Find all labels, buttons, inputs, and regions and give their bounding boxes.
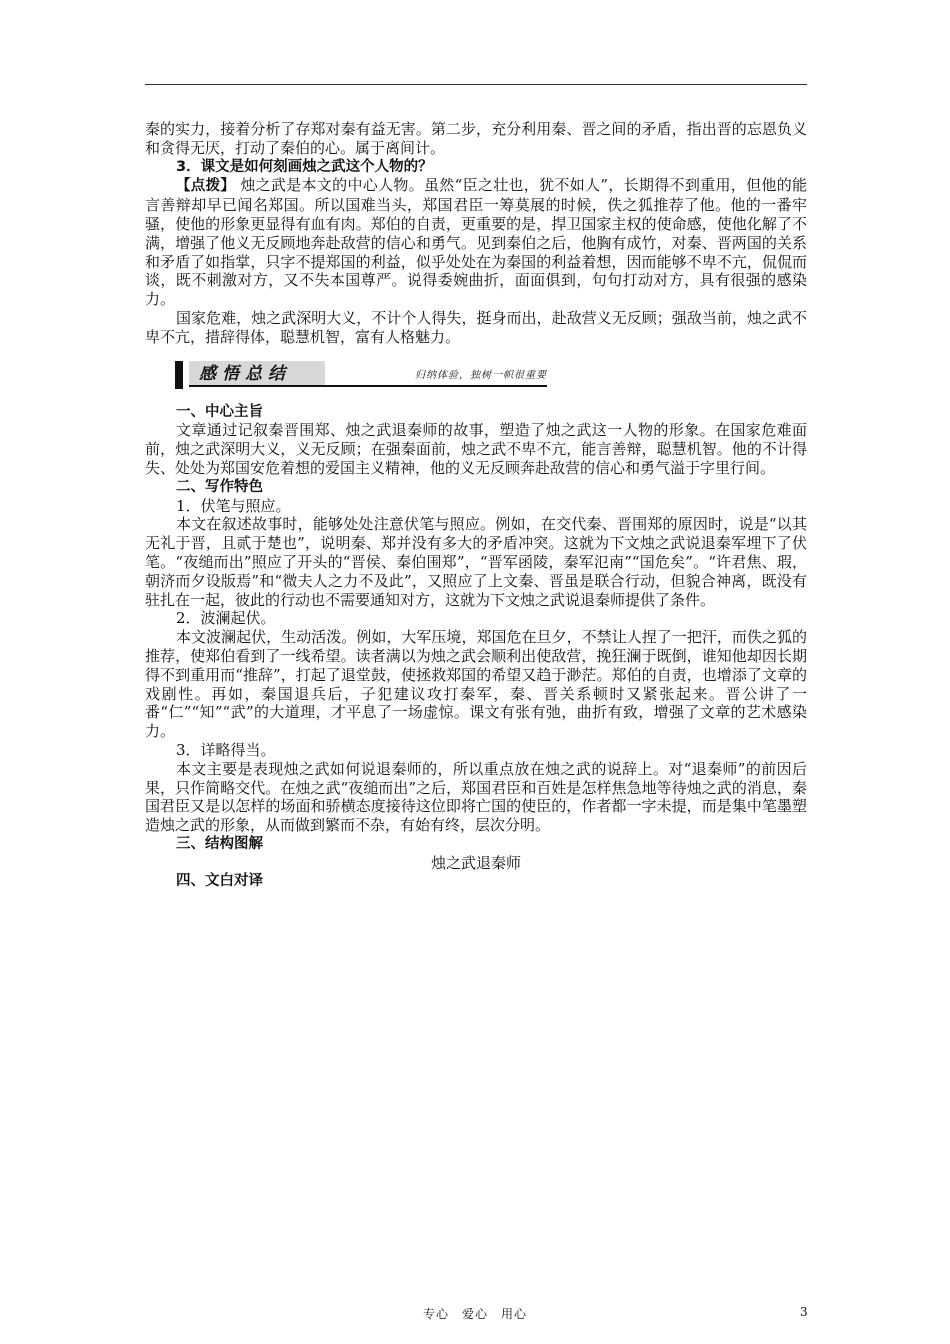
banner-bar xyxy=(175,361,183,389)
section-1-heading: 一、中心主旨 xyxy=(176,403,263,420)
banner-subtitle: 归纳体验，独树一帜很重要 xyxy=(415,369,547,381)
section-banner xyxy=(175,359,547,393)
feature-2-text: 本文波澜起伏，生动活泼。例如，大军压境，郑国危在旦夕，不禁让人捏了一把汗，而佚之狐的推荐，使郑伯看到了一线希望。读者满以为烛之武会顺利出使敌营，挽狂澜于既倒，谁知他却因长期得不到重用而“推辞”，打起了退堂鼓，使拯救郑国的希望又趋于渺茫。郑伯的自责，也增添了文章的戏剧性。再如，秦国退兵后，子犯建议攻打秦军，秦、晋关系顿时又紧张起来。晋公讲了一番“仁”“知”“武”的大道理，才平息了一场虚惊。课文有张有弛，曲折有致，增强了文章的艺术感染力。 xyxy=(145,628,807,741)
question-3-heading: 3．课文是如何刻画烛之武这个人物的？ xyxy=(176,158,433,175)
section-2-heading: 二、写作特色 xyxy=(176,478,263,495)
feature-3-text: 本文主要是表现烛之武如何说退秦师的，所以重点放在烛之武的说辞上。对“退秦师”的前因后果，只作简略交代。在烛之武“夜缒而出”之后，郑国君臣和百姓是怎样焦急地等待烛之武的消息，秦国君臣又是以怎样的场面和骄横态度接待这位即将亡国的使臣的，作者都一字未提，而是集中笔墨塑造烛之武的形象，从而做到繁而不杂，有始有终，层次分明。 xyxy=(145,759,807,835)
footer-motto: 专心 爱心 用心 xyxy=(422,1307,527,1321)
banner-title: 感悟总结 xyxy=(189,361,325,387)
header-rule xyxy=(145,84,807,85)
hint-tag: 【点拨】 xyxy=(176,178,236,195)
section-1-text: 文章通过记叙秦晋围郑、烛之武退秦师的故事，塑造了烛之武这一人物的形象。在国家危难面前，烛之武深明大义，义无反顾；在强秦面前，烛之武不卑不亢，能言善辩，聪慧机智。他的不计得失、处处为郑国安危着想的爱国主义精神，他的义无反顾奔赴敌营的信心和勇气溢于字里行间。 xyxy=(145,421,807,477)
question-3-summary: 国家危难，烛之武深明大义，不计个人得失，挺身而出，赴敌营义无反顾；强敌当前，烛之武不卑不亢，措辞得体，聪慧机智，富有人格魅力。 xyxy=(145,308,807,346)
diagram-title: 烛之武退秦师 xyxy=(430,853,521,872)
hint-text: 烛之武是本文的中心人物。虽然“臣之壮也，犹不如人”，长期得不到重用，但他的能言善辩却早已闻名郑国。所以国难当头，郑国君臣一筹莫展的时候，佚之狐推荐了他。他的一番牢骚，使他的形象更显得有血有肉。郑伯的自责，更重要的是，捍卫国家主权的使命感，使他化解了不满，增强了他义无反顾地奔赴敌营的信心和勇气。见到秦伯之后，他胸有成竹，对秦、晋两国的关系和矛盾了如指掌，只字不提郑国的利益，似乎处处在为秦国的利益着想，因而能够不卑不亢，侃侃而谈，既不刺激对方，又不失本国尊严。说得委婉曲折，面面俱到，句句打动对方，具有很强的感染力。 xyxy=(145,176,807,309)
paragraph-continued: 秦的实力，接着分析了存郑对秦有益无害。第二步，充分利用秦、晋之间的矛盾，指出晋的忘恩负义和贪得无厌，打动了秦伯的心。属于离间计。 xyxy=(145,120,807,157)
section-3-heading: 三、结构图解 xyxy=(176,835,263,852)
feature-2-title: 2．波澜起伏。 xyxy=(176,609,276,628)
page-body xyxy=(145,120,807,891)
page-number: 3 xyxy=(800,1305,808,1319)
feature-1-text: 本文在叙述故事时，能够处处注意伏笔与照应。例如，在交代秦、晋围郑的原因时，说是“以其无礼于晋，且贰于楚也”，说明秦、郑并没有多大的矛盾冲突。这就为下文烛之武说退秦军埋下了伏笔。“夜缒而出”照应了开头的“晋侯、秦伯围郑”，“晋军函陵，秦军氾南”“国危矣”。“许君焦、瑕，朝济而夕设版焉”和“微夫人之力不及此”，又照应了上文秦、晋虽是联合行动，但貌合神离，既没有驻扎在一起，彼此的行动也不需要通知对方，这就为下文烛之武说退秦师提供了条件。 xyxy=(145,515,807,609)
feature-3-title: 3．详略得当。 xyxy=(176,740,276,759)
question-3-answer xyxy=(145,176,807,309)
section-4-heading: 四、文白对译 xyxy=(176,873,263,890)
feature-1-title: 1．伏笔与照应。 xyxy=(176,496,291,515)
